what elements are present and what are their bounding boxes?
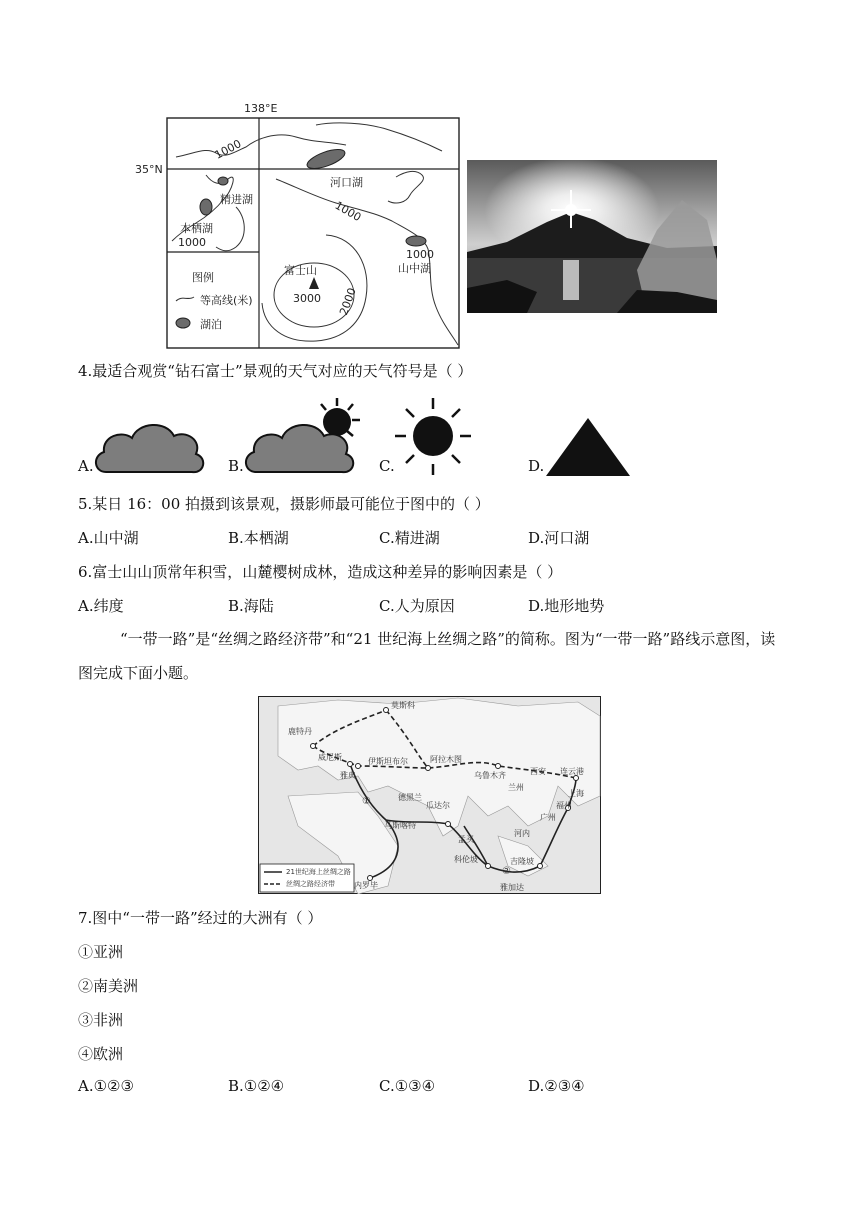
city-label: 孟买 xyxy=(458,835,474,844)
contour-label: 3000 xyxy=(293,292,321,305)
cloud-icon xyxy=(92,418,212,478)
q7-option-d[interactable]: D.②③④ xyxy=(528,1077,585,1095)
city-label: 莫斯科 xyxy=(391,701,415,710)
question-6-stem: 6.富士山山顶常年积雪，山麓樱树成林，造成这种差异的影响因素是（ ） xyxy=(78,563,563,581)
q5-option-d[interactable]: D.河口湖 xyxy=(528,529,590,547)
city-label: 河内 xyxy=(514,829,530,838)
city-label: 雅加达 xyxy=(500,883,524,892)
city-label: 内罗毕 xyxy=(354,881,378,890)
belt-road-map xyxy=(258,696,601,894)
q5-option-b[interactable]: B.本栖湖 xyxy=(228,529,289,547)
contour-label: 2000 xyxy=(337,286,359,317)
q7-option-b[interactable]: B.①②④ xyxy=(228,1077,285,1095)
city-label: 吉隆坡 xyxy=(510,857,534,866)
city-label: 德黑兰 xyxy=(398,793,422,802)
city-label: 科伦坡 xyxy=(454,855,478,864)
q6-option-b[interactable]: B.海陆 xyxy=(228,597,274,615)
legend-maritime: 21世纪海上丝绸之路 xyxy=(286,868,351,876)
q7-option-a[interactable]: A.①②③ xyxy=(78,1077,134,1095)
q7-option-c[interactable]: C.①③④ xyxy=(379,1077,436,1095)
q7-item: ④欧洲 xyxy=(78,1045,124,1063)
q7-item: ②南美洲 xyxy=(78,977,139,995)
contour-label: 1000 xyxy=(212,137,244,162)
belt-road-intro: “一带一路”是“丝绸之路经济带”和“21 世纪海上丝绸之路”的简称。图为“一带一路”路线示意图，读图完成下面小题。 xyxy=(78,630,776,682)
lake-label-yamanaka: 山中湖 xyxy=(398,262,431,275)
q4-option-d-label: D. xyxy=(528,457,545,475)
city-label: 瓜达尔 xyxy=(426,801,450,810)
diamond-fuji-photo xyxy=(467,160,717,313)
city-label: 福州 xyxy=(556,801,572,810)
contour-label: 1000 xyxy=(332,198,364,225)
legend-lake: 湖泊 xyxy=(200,318,222,331)
q4-option-b[interactable] xyxy=(228,396,368,478)
city-label: 阿拉木图 xyxy=(430,755,462,764)
photo-illustration xyxy=(467,160,717,313)
marker-2: ② xyxy=(502,866,511,877)
city-label: 鹿特丹 xyxy=(288,727,312,736)
contour-label: 1000 xyxy=(178,236,206,249)
q4-option-c[interactable] xyxy=(379,396,509,478)
q5-option-c[interactable]: C.精进湖 xyxy=(379,529,440,547)
mountain-label: 富士山 xyxy=(284,264,317,277)
legend-title: 图例 xyxy=(192,271,214,284)
sun-icon xyxy=(395,396,485,478)
lake-label-kawaguchi: 河口湖 xyxy=(330,176,363,189)
contour-label: 1000 xyxy=(406,248,434,261)
lake-label-motosu: 本栖湖 xyxy=(180,222,213,235)
fuji-topo-map xyxy=(135,102,460,349)
q6-option-c[interactable]: C.人为原因 xyxy=(379,597,455,615)
q4-option-a-label: A. xyxy=(78,457,94,475)
question-4-stem: 4.最适合观赏“钻石富士”景观的天气对应的天气符号是（ ） xyxy=(78,362,473,380)
city-label: 上海 xyxy=(568,789,584,798)
city-label: 雅典 xyxy=(340,771,356,780)
city-label: 连云港 xyxy=(560,767,584,776)
question-7-stem: 7.图中“一带一路”经过的大洲有（ ） xyxy=(78,909,323,927)
city-label: 广州 xyxy=(540,813,556,822)
city-label: 西安 xyxy=(530,767,546,776)
partly-cloudy-icon xyxy=(242,396,372,478)
city-label: 乌鲁木齐 xyxy=(474,771,506,780)
city-label: 兰州 xyxy=(508,783,524,792)
q4-option-c-label: C. xyxy=(379,457,395,475)
q4-option-d[interactable] xyxy=(528,396,638,478)
q6-option-d[interactable]: D.地形地势 xyxy=(528,597,605,615)
q6-option-a[interactable]: A.纬度 xyxy=(78,597,124,615)
question-5-stem: 5.某日 16：00 拍摄到该景观，摄影师最可能位于图中的（ ） xyxy=(78,495,490,513)
q5-option-a[interactable]: A.山中湖 xyxy=(78,529,139,547)
city-label: 威尼斯 xyxy=(318,753,342,762)
meridian-label: 138°E xyxy=(244,102,278,115)
q4-option-b-label: B. xyxy=(228,457,244,475)
city-label: 马斯喀特 xyxy=(384,821,416,830)
lake-label-shoji: 精进湖 xyxy=(220,193,253,206)
q4-option-a[interactable] xyxy=(78,396,208,478)
q7-item: ③非洲 xyxy=(78,1011,124,1029)
legend-contour: 等高线(米) xyxy=(200,294,253,307)
triangle-icon xyxy=(544,396,634,478)
parallel-label: 35°N xyxy=(135,163,163,176)
city-label: 伊斯坦布尔 xyxy=(368,757,408,766)
legend-belt: 丝绸之路经济带 xyxy=(286,880,335,888)
q7-item: ①亚洲 xyxy=(78,943,124,961)
marker-1: ① xyxy=(362,796,371,807)
